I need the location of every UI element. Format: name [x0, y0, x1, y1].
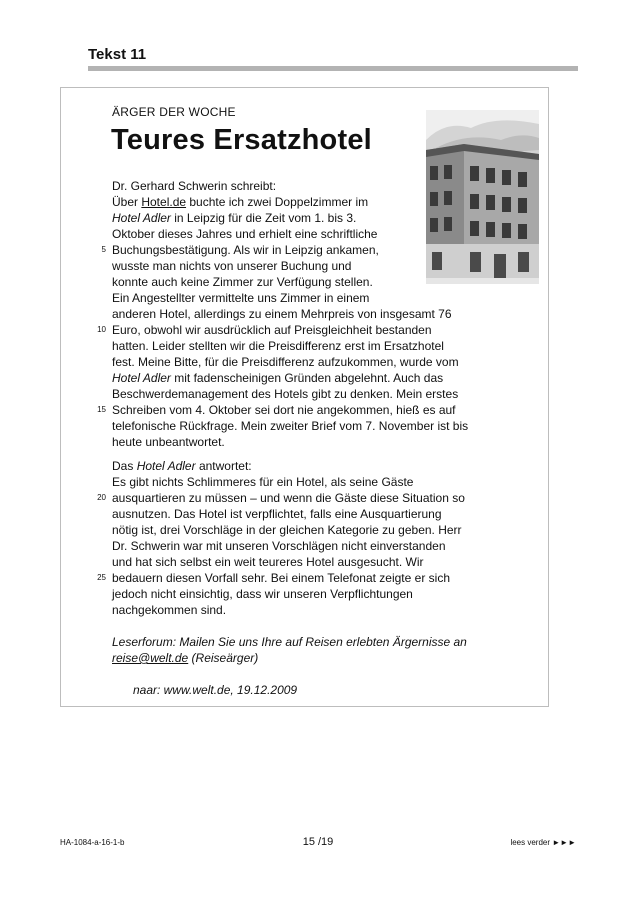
letter-line: anderen Hotel, allerdings zu einem Mehrpreis von insgesamt 76 — [112, 307, 452, 321]
reply-intro — [112, 458, 252, 474]
article-headline: Teures Ersatzhotel — [111, 124, 372, 156]
line-number: 15 — [97, 405, 106, 414]
hotel-building-image — [426, 110, 539, 284]
letter-text: in Leipzig für die Zeit vom 1. bis 3. — [170, 211, 357, 225]
letter-text: Über — [112, 195, 142, 209]
reply-line: jedoch nicht einsichtig, dass wir unseren Verpflichtungen — [112, 587, 413, 601]
letter-line: hatten. Leider stellten wir die Preisdifferenz erst im Ersatzhotel — [112, 339, 444, 353]
letter-line — [112, 370, 443, 386]
footer-continue-note: lees verder ►►► — [510, 838, 576, 847]
letter-line: Euro, obwohl wir ausdrücklich auf Preisgleichheit bestanden — [112, 323, 432, 337]
article-source: naar: www.welt.de, 19.12.2009 — [133, 683, 298, 697]
reply-line: nötig ist, drei Vorschläge in der gleichen Kategorie zu geben. Herr — [112, 523, 462, 537]
reply-line: Dr. Schwerin war mit unseren Vorschlägen nicht einverstanden — [112, 539, 446, 553]
hotel-name: Hotel Adler — [136, 459, 196, 473]
letter-text: buchte ich zwei Doppelzimmer im — [186, 195, 369, 209]
letter-line — [112, 194, 368, 210]
letter-line: Oktober dieses Jahres und erhielt eine schriftliche — [112, 227, 378, 241]
article-kicker: ÄRGER DER WOCHE — [112, 105, 236, 119]
forum-line: Leserforum: Mailen Sie uns Ihre auf Reisen erlebten Ärgernisse an — [112, 635, 467, 649]
letter-line: konnte auch keine Zimmer zur Verfügung stellen. — [112, 275, 373, 289]
line-number: 20 — [97, 493, 106, 502]
letter-line: Buchungsbestätigung. Als wir in Leipzig ankamen, — [112, 243, 379, 257]
letter-text: mit fadenscheinigen Gründen abgelehnt. Auch das — [170, 371, 444, 385]
reply-line: bedauern diesen Vorfall sehr. Bei einem Telefonat zeigte er sich — [112, 571, 450, 585]
reply-line: ausquartieren zu müssen – und wenn die Gäste diese Situation so — [112, 491, 465, 505]
forum-email-link[interactable]: reise@welt.de — [112, 651, 189, 665]
hotel-name: Hotel Adler — [112, 211, 171, 225]
reply-text: Das — [112, 459, 137, 473]
letter-intro: Dr. Gerhard Schwerin schreibt: — [112, 179, 277, 193]
letter-line — [112, 210, 356, 226]
letter-line: telefonische Rückfrage. Mein zweiter Brief vom 7. November ist bis — [112, 419, 469, 433]
letter-line: Ein Angestellter vermittelte uns Zimmer in einem — [112, 291, 370, 305]
page-header-title: Tekst 11 — [88, 46, 147, 63]
reply-line: ausnutzen. Das Hotel ist verpflichtet, falls eine Ausquartierung — [112, 507, 442, 521]
letter-line: Beschwerdemanagement des Hotels gibt zu denken. Mein erstes — [112, 387, 459, 401]
forum-line — [112, 650, 258, 666]
hotel-de-link[interactable]: Hotel.de — [141, 195, 187, 209]
reply-line: und hat sich selbst ein weit teureres Hotel ausgesucht. Wir — [112, 555, 424, 569]
letter-line: Schreiben vom 4. Oktober sei dort nie angekommen, hieß es auf — [112, 403, 456, 417]
hotel-name: Hotel Adler — [112, 371, 171, 385]
footer-exam-code: HA-1084-a-16-1-b — [60, 838, 125, 847]
line-number: 5 — [101, 245, 106, 254]
letter-line: heute unbeantwortet. — [112, 435, 225, 449]
letter-line: wusste man nichts von unserer Buchung und — [112, 259, 352, 273]
reply-line: nachgekommen sind. — [112, 603, 227, 617]
hotel-photo — [426, 110, 539, 284]
header-divider — [88, 66, 578, 71]
reply-line: Es gibt nichts Schlimmeres für ein Hotel, als seine Gäste — [112, 475, 414, 489]
line-number: 25 — [97, 573, 106, 582]
letter-line: fest. Meine Bitte, für die Preisdifferenz aufzukommen, wurde vom — [112, 355, 459, 369]
reply-text: antwortet: — [195, 459, 252, 473]
footer-page-number: 15 /19 — [302, 836, 334, 848]
line-number: 10 — [97, 325, 106, 334]
forum-text: (Reiseärger) — [188, 651, 259, 665]
